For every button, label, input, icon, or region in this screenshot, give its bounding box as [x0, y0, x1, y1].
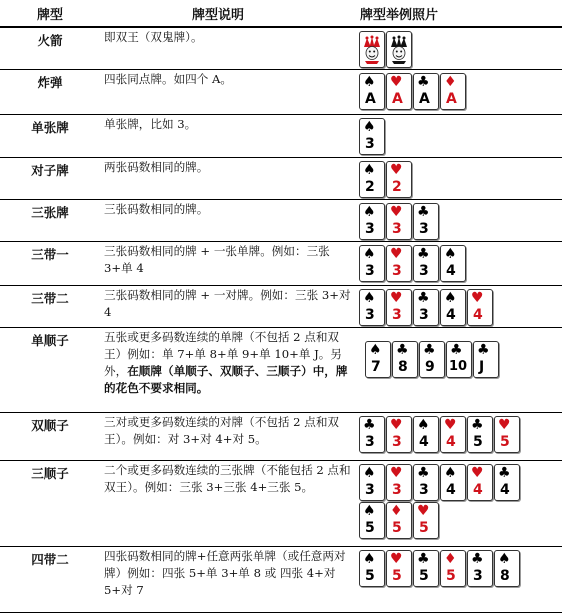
row-description: 三张码数相同的牌 + 一张单牌。例如：三张 3+单 4 — [100, 242, 358, 286]
row-description: 四张码数相同的牌+任意两张单牌（或任意两对牌）例如：四张 5+单 3+单 8 或 四张 4+对 5+对 7 — [100, 547, 358, 613]
playing-card — [467, 550, 493, 587]
playing-card — [386, 464, 412, 501]
suit-icon: ♦ — [444, 551, 457, 567]
suit-icon: ♠ — [363, 74, 376, 90]
row-type: 火箭 — [0, 27, 100, 70]
suit-icon: ♠ — [444, 290, 457, 306]
playing-card — [359, 203, 385, 240]
suit-icon: ♥ — [390, 204, 403, 220]
table-row — [0, 27, 562, 70]
black-joker-card — [386, 31, 412, 68]
card-rank: 3 — [419, 263, 429, 279]
card-rank: 5 — [419, 520, 429, 536]
row-type: 三带二 — [0, 286, 100, 328]
card-rank: 3 — [392, 482, 402, 498]
card-example — [358, 547, 562, 613]
card-rank: A — [446, 91, 457, 107]
header-row — [0, 0, 562, 27]
row-description: 二个或更多码数连续的三张牌（不能包括 2 点和双王）。例如：三张 3+三张 4+三张 5。 — [100, 461, 358, 547]
card-rank: J — [479, 359, 485, 375]
card-rank: A — [392, 91, 403, 107]
card-rank: 3 — [365, 221, 375, 237]
row-type: 三张牌 — [0, 200, 100, 242]
suit-icon: ♠ — [417, 417, 430, 433]
suit-icon: ♥ — [390, 74, 403, 90]
card-rank: 5 — [473, 434, 483, 450]
card-rank: 3 — [365, 263, 375, 279]
row-type: 单顺子 — [0, 328, 100, 413]
playing-card — [392, 341, 418, 378]
suit-icon: ♦ — [390, 503, 403, 519]
suit-icon: ♣ — [471, 417, 484, 433]
playing-card — [440, 73, 466, 110]
playing-card — [413, 550, 439, 587]
playing-card — [359, 464, 385, 501]
suit-icon: ♥ — [417, 503, 430, 519]
playing-card — [467, 289, 493, 326]
card-rank: 5 — [446, 568, 456, 584]
card-row — [359, 31, 562, 68]
header-type: 牌型 — [0, 0, 100, 27]
card-rank: 5 — [392, 568, 402, 584]
suit-icon: ♣ — [417, 246, 430, 262]
card-rank: A — [419, 91, 430, 107]
table-row — [0, 328, 562, 413]
playing-card — [440, 464, 466, 501]
suit-icon: ♣ — [363, 417, 376, 433]
card-row — [359, 464, 562, 501]
card-rank: 2 — [365, 179, 375, 195]
table-row — [0, 461, 562, 547]
card-rank: 5 — [392, 520, 402, 536]
card-rank: 4 — [446, 482, 456, 498]
playing-card — [440, 550, 466, 587]
row-type: 三顺子 — [0, 461, 100, 547]
playing-card — [413, 416, 439, 453]
card-rank: 4 — [473, 307, 483, 323]
playing-card — [413, 73, 439, 110]
playing-card — [440, 245, 466, 282]
suit-icon: ♥ — [498, 417, 511, 433]
suit-icon: ♠ — [369, 342, 382, 358]
card-example — [358, 286, 562, 328]
table-row — [0, 413, 562, 461]
suit-icon: ♠ — [444, 465, 457, 481]
suit-icon: ♠ — [363, 204, 376, 220]
card-row — [359, 289, 562, 326]
suit-icon: ♥ — [390, 290, 403, 306]
row-type: 双顺子 — [0, 413, 100, 461]
joker-icon — [388, 35, 410, 65]
row-description: 三对或更多码数连续的对牌（不包括 2 点和双王）。例如：对 3+对 4+对 5。 — [100, 413, 358, 461]
playing-card — [494, 464, 520, 501]
playing-card — [386, 289, 412, 326]
card-rank: 4 — [446, 263, 456, 279]
card-example — [358, 242, 562, 286]
header-description: 牌型说明 — [100, 0, 358, 27]
card-rank: 4 — [446, 307, 456, 323]
playing-card — [440, 416, 466, 453]
card-rank: 2 — [392, 179, 402, 195]
card-rank: 3 — [365, 136, 375, 152]
card-example — [358, 70, 562, 115]
card-rank: A — [365, 91, 376, 107]
row-description: 四张同点牌。如四个 A。 — [100, 70, 358, 115]
card-rank: 4 — [500, 482, 510, 498]
suit-icon: ♥ — [444, 417, 457, 433]
playing-card — [386, 502, 412, 539]
playing-card — [386, 245, 412, 282]
card-rank: 5 — [500, 434, 510, 450]
card-rank: 3 — [392, 221, 402, 237]
card-row — [359, 161, 562, 198]
table-row — [0, 286, 562, 328]
playing-card — [494, 416, 520, 453]
suit-icon: ♠ — [363, 119, 376, 135]
card-rank: 10 — [449, 359, 468, 374]
card-rank: 8 — [500, 568, 510, 584]
suit-icon: ♦ — [444, 74, 457, 90]
suit-icon: ♣ — [396, 342, 409, 358]
card-row — [359, 502, 562, 539]
playing-card — [359, 118, 385, 155]
table-row — [0, 158, 562, 200]
playing-card — [467, 464, 493, 501]
card-example — [358, 200, 562, 242]
suit-icon: ♣ — [450, 342, 463, 358]
card-row — [359, 416, 562, 453]
suit-icon: ♣ — [471, 551, 484, 567]
card-example — [358, 461, 562, 547]
suit-icon: ♣ — [498, 465, 511, 481]
playing-card — [419, 341, 445, 378]
row-description: 三张码数相同的牌 + 一对牌。例如：三张 3+对 4 — [100, 286, 358, 328]
suit-icon: ♣ — [477, 342, 490, 358]
playing-card — [386, 416, 412, 453]
playing-card — [359, 550, 385, 587]
suit-icon: ♥ — [390, 551, 403, 567]
card-rank: 4 — [419, 434, 429, 450]
suit-icon: ♥ — [390, 417, 403, 433]
card-row — [359, 118, 562, 155]
table-row — [0, 242, 562, 286]
suit-icon: ♠ — [363, 246, 376, 262]
card-rank: 5 — [365, 520, 375, 536]
card-example — [358, 27, 562, 70]
playing-card — [359, 289, 385, 326]
suit-icon: ♣ — [417, 551, 430, 567]
card-rank: 5 — [365, 568, 375, 584]
card-rank: 4 — [446, 434, 456, 450]
playing-card — [413, 245, 439, 282]
suit-icon: ♥ — [390, 246, 403, 262]
row-type: 单张牌 — [0, 115, 100, 158]
card-rank: 4 — [473, 482, 483, 498]
card-row — [359, 245, 562, 282]
card-rank: 3 — [392, 263, 402, 279]
playing-card — [413, 203, 439, 240]
playing-card — [467, 416, 493, 453]
playing-card — [359, 73, 385, 110]
header-example: 牌型举例照片 — [358, 0, 562, 27]
playing-card — [386, 73, 412, 110]
playing-card — [359, 416, 385, 453]
suit-icon: ♥ — [390, 162, 403, 178]
card-rank: 3 — [419, 482, 429, 498]
table-row — [0, 115, 562, 158]
card-rank: 3 — [392, 434, 402, 450]
row-description: 单张牌，比如 3。 — [100, 115, 358, 158]
playing-card — [386, 203, 412, 240]
playing-card — [494, 550, 520, 587]
row-type: 炸弹 — [0, 70, 100, 115]
card-rank: 3 — [365, 434, 375, 450]
suit-icon: ♠ — [363, 503, 376, 519]
card-rank: 3 — [365, 482, 375, 498]
description-text: 五张或更多码数连续的单牌（不包括 2 点和双王）例如：单 7+单 8+单 9+单 10+单 J。另外， — [104, 330, 342, 378]
suit-icon: ♠ — [363, 551, 376, 567]
table-row — [0, 200, 562, 242]
suit-icon: ♣ — [417, 465, 430, 481]
row-description — [100, 328, 358, 413]
suit-icon: ♠ — [498, 551, 511, 567]
suit-icon: ♠ — [363, 290, 376, 306]
suit-icon: ♥ — [390, 465, 403, 481]
suit-icon: ♥ — [471, 465, 484, 481]
playing-card — [359, 502, 385, 539]
description-emphasis: 在顺牌（单顺子、双顺子、三顺子）中，牌的花色不要求相同。 — [104, 364, 348, 395]
row-description: 即双王（双鬼牌）。 — [100, 27, 358, 70]
suit-icon: ♣ — [417, 204, 430, 220]
card-rank: 8 — [398, 359, 408, 375]
row-type: 对子牌 — [0, 158, 100, 200]
playing-card — [413, 289, 439, 326]
playing-card — [365, 341, 391, 378]
card-example — [358, 328, 562, 413]
card-example — [358, 413, 562, 461]
table-row — [0, 70, 562, 115]
card-rank: 5 — [419, 568, 429, 584]
suit-icon: ♣ — [423, 342, 436, 358]
row-type: 四带二 — [0, 547, 100, 613]
row-type: 三带一 — [0, 242, 100, 286]
card-row — [359, 550, 562, 587]
suit-icon: ♣ — [417, 74, 430, 90]
card-rank: 3 — [392, 307, 402, 323]
row-description: 三张码数相同的牌。 — [100, 200, 358, 242]
playing-card — [359, 245, 385, 282]
playing-card — [359, 161, 385, 198]
card-rank: 3 — [419, 221, 429, 237]
joker-icon — [361, 35, 383, 65]
playing-card — [473, 341, 499, 378]
red-joker-card — [359, 31, 385, 68]
playing-card — [413, 464, 439, 501]
card-example — [358, 158, 562, 200]
card-rank: 3 — [473, 568, 483, 584]
card-row — [365, 341, 562, 378]
card-rank: 3 — [419, 307, 429, 323]
suit-icon: ♠ — [363, 162, 376, 178]
card-rank: 9 — [425, 359, 435, 375]
playing-card — [386, 161, 412, 198]
row-description: 两张码数相同的牌。 — [100, 158, 358, 200]
card-row — [359, 73, 562, 110]
card-example — [358, 115, 562, 158]
playing-card — [413, 502, 439, 539]
card-row — [359, 203, 562, 240]
suit-icon: ♥ — [471, 290, 484, 306]
suit-icon: ♣ — [417, 290, 430, 306]
playing-card — [386, 550, 412, 587]
suit-icon: ♠ — [363, 465, 376, 481]
playing-card — [440, 289, 466, 326]
card-rank: 3 — [365, 307, 375, 323]
table-row — [0, 547, 562, 613]
playing-card — [446, 341, 472, 378]
card-rank: 7 — [371, 359, 381, 375]
suit-icon: ♠ — [444, 246, 457, 262]
